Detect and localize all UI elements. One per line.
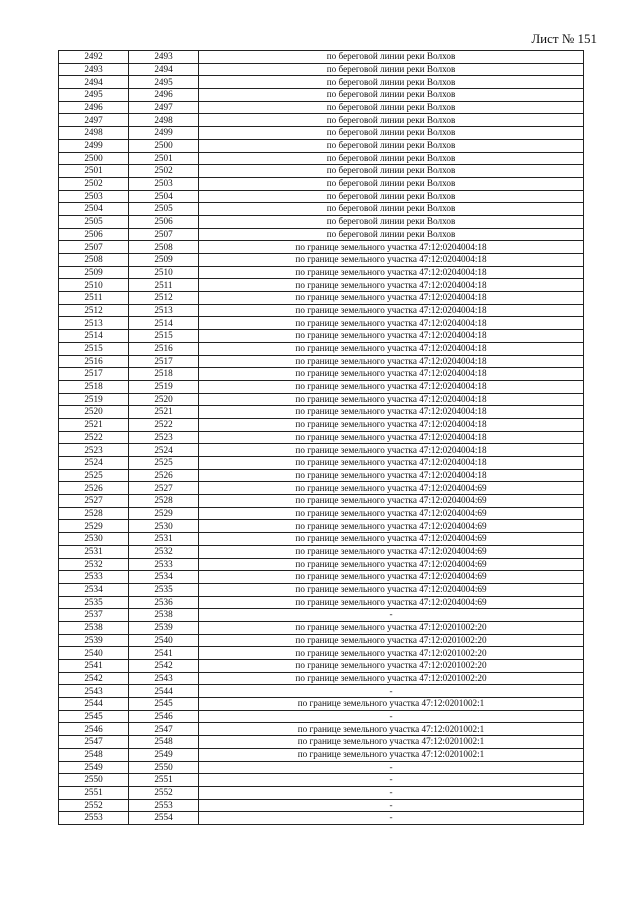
table-row xyxy=(59,583,584,596)
boundary-description-cell: по береговой линии реки Волхов xyxy=(199,63,584,76)
to-point-cell: 2505 xyxy=(129,203,199,216)
to-point-cell: 2531 xyxy=(129,533,199,546)
to-point-cell: 2534 xyxy=(129,571,199,584)
from-point-cell: 2534 xyxy=(59,583,129,596)
table-row xyxy=(59,76,584,89)
boundary-description-cell: - xyxy=(199,774,584,787)
from-point-cell: 2528 xyxy=(59,507,129,520)
table-row xyxy=(59,254,584,267)
boundary-description-cell: по границе земельного участка 47:12:0204004:18 xyxy=(199,254,584,267)
table-row xyxy=(59,152,584,165)
table-row xyxy=(59,736,584,749)
boundary-description-cell: по границе земельного участка 47:12:0204004:18 xyxy=(199,444,584,457)
to-point-cell: 2544 xyxy=(129,685,199,698)
boundary-description-cell: по границе земельного участка 47:12:0204004:18 xyxy=(199,304,584,317)
to-point-cell: 2513 xyxy=(129,304,199,317)
to-point-cell: 2536 xyxy=(129,596,199,609)
from-point-cell: 2544 xyxy=(59,698,129,711)
to-point-cell: 2496 xyxy=(129,89,199,102)
boundary-description-cell: по границе земельного участка 47:12:0204004:69 xyxy=(199,571,584,584)
boundary-description-cell: по границе земельного участка 47:12:0204004:18 xyxy=(199,342,584,355)
table-row xyxy=(59,799,584,812)
to-point-cell: 2552 xyxy=(129,786,199,799)
to-point-cell: 2502 xyxy=(129,165,199,178)
boundary-description-cell: по границе земельного участка 47:12:0204004:69 xyxy=(199,520,584,533)
from-point-cell: 2543 xyxy=(59,685,129,698)
to-point-cell: 2518 xyxy=(129,368,199,381)
boundary-description-cell: - xyxy=(199,761,584,774)
table-row xyxy=(59,431,584,444)
to-point-cell: 2540 xyxy=(129,634,199,647)
table-row xyxy=(59,190,584,203)
table-row xyxy=(59,698,584,711)
table-row xyxy=(59,761,584,774)
boundary-description-cell: по границе земельного участка 47:12:0204004:18 xyxy=(199,431,584,444)
to-point-cell: 2527 xyxy=(129,482,199,495)
boundary-description-cell: по границе земельного участка 47:12:0204004:18 xyxy=(199,457,584,470)
boundary-description-cell: по береговой линии реки Волхов xyxy=(199,139,584,152)
from-point-cell: 2508 xyxy=(59,254,129,267)
to-point-cell: 2551 xyxy=(129,774,199,787)
boundary-description-cell: по береговой линии реки Волхов xyxy=(199,228,584,241)
from-point-cell: 2525 xyxy=(59,469,129,482)
table-row xyxy=(59,165,584,178)
to-point-cell: 2548 xyxy=(129,736,199,749)
boundary-description-cell: по границе земельного участка 47:12:0201002:1 xyxy=(199,736,584,749)
to-point-cell: 2516 xyxy=(129,342,199,355)
table-row xyxy=(59,723,584,736)
table-row xyxy=(59,634,584,647)
to-point-cell: 2529 xyxy=(129,507,199,520)
boundary-description-cell: по береговой линии реки Волхов xyxy=(199,89,584,102)
table-row xyxy=(59,292,584,305)
table-row xyxy=(59,710,584,723)
from-point-cell: 2520 xyxy=(59,406,129,419)
table-row xyxy=(59,609,584,622)
boundary-description-cell: по береговой линии реки Волхов xyxy=(199,152,584,165)
from-point-cell: 2545 xyxy=(59,710,129,723)
to-point-cell: 2520 xyxy=(129,393,199,406)
boundary-description-cell: - xyxy=(199,609,584,622)
to-point-cell: 2524 xyxy=(129,444,199,457)
table-row xyxy=(59,621,584,634)
from-point-cell: 2533 xyxy=(59,571,129,584)
boundary-description-table xyxy=(58,50,584,825)
to-point-cell: 2503 xyxy=(129,177,199,190)
boundary-description-cell: по береговой линии реки Волхов xyxy=(199,203,584,216)
to-point-cell: 2497 xyxy=(129,101,199,114)
from-point-cell: 2517 xyxy=(59,368,129,381)
boundary-description-cell: по границе земельного участка 47:12:0204004:69 xyxy=(199,507,584,520)
from-point-cell: 2497 xyxy=(59,114,129,127)
from-point-cell: 2521 xyxy=(59,418,129,431)
from-point-cell: 2512 xyxy=(59,304,129,317)
to-point-cell: 2507 xyxy=(129,228,199,241)
from-point-cell: 2493 xyxy=(59,63,129,76)
table-row xyxy=(59,317,584,330)
sheet-number-label: Лист № 151 xyxy=(531,31,597,46)
from-point-cell: 2515 xyxy=(59,342,129,355)
to-point-cell: 2515 xyxy=(129,330,199,343)
from-point-cell: 2550 xyxy=(59,774,129,787)
table-row xyxy=(59,304,584,317)
boundary-description-cell: по границе земельного участка 47:12:0204004:18 xyxy=(199,469,584,482)
table-row xyxy=(59,215,584,228)
to-point-cell: 2530 xyxy=(129,520,199,533)
from-point-cell: 2495 xyxy=(59,89,129,102)
from-point-cell: 2553 xyxy=(59,812,129,825)
from-point-cell: 2506 xyxy=(59,228,129,241)
boundary-description-cell: по береговой линии реки Волхов xyxy=(199,165,584,178)
boundary-description-cell: по границе земельного участка 47:12:0204004:18 xyxy=(199,380,584,393)
from-point-cell: 2524 xyxy=(59,457,129,470)
table-row xyxy=(59,495,584,508)
from-point-cell: 2505 xyxy=(59,215,129,228)
from-point-cell: 2552 xyxy=(59,799,129,812)
from-point-cell: 2523 xyxy=(59,444,129,457)
to-point-cell: 2523 xyxy=(129,431,199,444)
to-point-cell: 2526 xyxy=(129,469,199,482)
from-point-cell: 2549 xyxy=(59,761,129,774)
from-point-cell: 2501 xyxy=(59,165,129,178)
table-row xyxy=(59,127,584,140)
boundary-description-cell: по границе земельного участка 47:12:0204004:69 xyxy=(199,558,584,571)
table-row xyxy=(59,203,584,216)
to-point-cell: 2511 xyxy=(129,279,199,292)
table-row xyxy=(59,266,584,279)
boundary-description-cell: по границе земельного участка 47:12:0201002:20 xyxy=(199,647,584,660)
table-row xyxy=(59,418,584,431)
table-row xyxy=(59,393,584,406)
from-point-cell: 2531 xyxy=(59,545,129,558)
table-row xyxy=(59,672,584,685)
table-row xyxy=(59,380,584,393)
table-row xyxy=(59,812,584,825)
boundary-description-cell: по береговой линии реки Волхов xyxy=(199,51,584,64)
boundary-description-cell: по границе земельного участка 47:12:0201002:20 xyxy=(199,634,584,647)
boundary-description-cell: по границе земельного участка 47:12:0204004:18 xyxy=(199,266,584,279)
boundary-description-cell: по границе земельного участка 47:12:0201002:1 xyxy=(199,723,584,736)
boundary-description-cell: по границе земельного участка 47:12:0204004:18 xyxy=(199,292,584,305)
table-body xyxy=(59,51,584,825)
to-point-cell: 2504 xyxy=(129,190,199,203)
table-row xyxy=(59,520,584,533)
to-point-cell: 2499 xyxy=(129,127,199,140)
boundary-description-cell: по береговой линии реки Волхов xyxy=(199,215,584,228)
to-point-cell: 2538 xyxy=(129,609,199,622)
boundary-description-cell: по границе земельного участка 47:12:0201002:20 xyxy=(199,672,584,685)
table-row xyxy=(59,330,584,343)
to-point-cell: 2494 xyxy=(129,63,199,76)
to-point-cell: 2550 xyxy=(129,761,199,774)
to-point-cell: 2500 xyxy=(129,139,199,152)
table-row xyxy=(59,139,584,152)
from-point-cell: 2542 xyxy=(59,672,129,685)
to-point-cell: 2549 xyxy=(129,748,199,761)
table-row xyxy=(59,482,584,495)
from-point-cell: 2535 xyxy=(59,596,129,609)
boundary-description-cell: по границе земельного участка 47:12:0204004:18 xyxy=(199,368,584,381)
boundary-description-cell: по границе земельного участка 47:12:0204004:18 xyxy=(199,406,584,419)
from-point-cell: 2538 xyxy=(59,621,129,634)
table-row xyxy=(59,368,584,381)
boundary-description-cell: - xyxy=(199,812,584,825)
from-point-cell: 2537 xyxy=(59,609,129,622)
boundary-description-cell: по границе земельного участка 47:12:0204004:18 xyxy=(199,317,584,330)
boundary-description-cell: по границе земельного участка 47:12:0201002:20 xyxy=(199,621,584,634)
to-point-cell: 2547 xyxy=(129,723,199,736)
table-row xyxy=(59,571,584,584)
boundary-description-cell: по береговой линии реки Волхов xyxy=(199,114,584,127)
table-row xyxy=(59,177,584,190)
boundary-description-cell: по границе земельного участка 47:12:0204004:69 xyxy=(199,482,584,495)
from-point-cell: 2548 xyxy=(59,748,129,761)
to-point-cell: 2554 xyxy=(129,812,199,825)
boundary-description-cell: по береговой линии реки Волхов xyxy=(199,127,584,140)
from-point-cell: 2504 xyxy=(59,203,129,216)
from-point-cell: 2502 xyxy=(59,177,129,190)
from-point-cell: 2492 xyxy=(59,51,129,64)
to-point-cell: 2506 xyxy=(129,215,199,228)
table-row xyxy=(59,685,584,698)
from-point-cell: 2507 xyxy=(59,241,129,254)
boundary-description-cell: по границе земельного участка 47:12:0204004:18 xyxy=(199,393,584,406)
table-row xyxy=(59,342,584,355)
to-point-cell: 2533 xyxy=(129,558,199,571)
boundary-description-cell: - xyxy=(199,710,584,723)
boundary-description-cell: - xyxy=(199,799,584,812)
to-point-cell: 2510 xyxy=(129,266,199,279)
boundary-description-cell: по границе земельного участка 47:12:0204004:18 xyxy=(199,241,584,254)
from-point-cell: 2518 xyxy=(59,380,129,393)
from-point-cell: 2516 xyxy=(59,355,129,368)
boundary-description-cell: по границе земельного участка 47:12:0204004:69 xyxy=(199,583,584,596)
from-point-cell: 2510 xyxy=(59,279,129,292)
from-point-cell: 2500 xyxy=(59,152,129,165)
boundary-description-cell: по границе земельного участка 47:12:0204004:69 xyxy=(199,596,584,609)
from-point-cell: 2527 xyxy=(59,495,129,508)
boundary-description-cell: по береговой линии реки Волхов xyxy=(199,76,584,89)
to-point-cell: 2543 xyxy=(129,672,199,685)
from-point-cell: 2539 xyxy=(59,634,129,647)
to-point-cell: 2493 xyxy=(129,51,199,64)
from-point-cell: 2541 xyxy=(59,660,129,673)
table-row xyxy=(59,558,584,571)
boundary-description-cell: по границе земельного участка 47:12:0204004:18 xyxy=(199,418,584,431)
to-point-cell: 2522 xyxy=(129,418,199,431)
table-row xyxy=(59,596,584,609)
from-point-cell: 2511 xyxy=(59,292,129,305)
to-point-cell: 2517 xyxy=(129,355,199,368)
boundary-description-cell: по границе земельного участка 47:12:0201002:20 xyxy=(199,660,584,673)
from-point-cell: 2547 xyxy=(59,736,129,749)
boundary-description-cell: по границе земельного участка 47:12:0201002:1 xyxy=(199,698,584,711)
boundary-description-cell: по границе земельного участка 47:12:0204004:69 xyxy=(199,545,584,558)
from-point-cell: 2513 xyxy=(59,317,129,330)
table-row xyxy=(59,89,584,102)
table-row xyxy=(59,101,584,114)
from-point-cell: 2503 xyxy=(59,190,129,203)
table-row xyxy=(59,241,584,254)
to-point-cell: 2498 xyxy=(129,114,199,127)
table-row xyxy=(59,63,584,76)
table-row xyxy=(59,545,584,558)
table-row xyxy=(59,279,584,292)
to-point-cell: 2525 xyxy=(129,457,199,470)
table-row xyxy=(59,457,584,470)
from-point-cell: 2551 xyxy=(59,786,129,799)
to-point-cell: 2519 xyxy=(129,380,199,393)
table-row xyxy=(59,444,584,457)
boundary-description-cell: по границе земельного участка 47:12:0204004:18 xyxy=(199,279,584,292)
to-point-cell: 2508 xyxy=(129,241,199,254)
boundary-description-cell: по границе земельного участка 47:12:0204004:69 xyxy=(199,495,584,508)
table-row xyxy=(59,786,584,799)
table-row xyxy=(59,355,584,368)
table-row xyxy=(59,114,584,127)
boundary-description-cell: по береговой линии реки Волхов xyxy=(199,101,584,114)
from-point-cell: 2519 xyxy=(59,393,129,406)
to-point-cell: 2532 xyxy=(129,545,199,558)
from-point-cell: 2532 xyxy=(59,558,129,571)
boundary-description-cell: - xyxy=(199,685,584,698)
from-point-cell: 2522 xyxy=(59,431,129,444)
to-point-cell: 2546 xyxy=(129,710,199,723)
boundary-description-cell: по береговой линии реки Волхов xyxy=(199,190,584,203)
table-row xyxy=(59,533,584,546)
to-point-cell: 2541 xyxy=(129,647,199,660)
from-point-cell: 2499 xyxy=(59,139,129,152)
to-point-cell: 2514 xyxy=(129,317,199,330)
boundary-description-cell: по границе земельного участка 47:12:0204004:18 xyxy=(199,355,584,368)
table-row xyxy=(59,748,584,761)
from-point-cell: 2494 xyxy=(59,76,129,89)
to-point-cell: 2528 xyxy=(129,495,199,508)
table-row xyxy=(59,406,584,419)
boundary-description-cell: по границе земельного участка 47:12:0204004:18 xyxy=(199,330,584,343)
from-point-cell: 2546 xyxy=(59,723,129,736)
table-row xyxy=(59,228,584,241)
to-point-cell: 2535 xyxy=(129,583,199,596)
from-point-cell: 2526 xyxy=(59,482,129,495)
table-row xyxy=(59,774,584,787)
to-point-cell: 2509 xyxy=(129,254,199,267)
boundary-description-cell: по границе земельного участка 47:12:0201002:1 xyxy=(199,748,584,761)
from-point-cell: 2496 xyxy=(59,101,129,114)
table-row xyxy=(59,469,584,482)
to-point-cell: 2539 xyxy=(129,621,199,634)
to-point-cell: 2521 xyxy=(129,406,199,419)
to-point-cell: 2512 xyxy=(129,292,199,305)
to-point-cell: 2545 xyxy=(129,698,199,711)
boundary-description-cell: по границе земельного участка 47:12:0204004:69 xyxy=(199,533,584,546)
table-row xyxy=(59,647,584,660)
table-row xyxy=(59,51,584,64)
from-point-cell: 2498 xyxy=(59,127,129,140)
from-point-cell: 2514 xyxy=(59,330,129,343)
from-point-cell: 2540 xyxy=(59,647,129,660)
table-row xyxy=(59,660,584,673)
to-point-cell: 2553 xyxy=(129,799,199,812)
to-point-cell: 2495 xyxy=(129,76,199,89)
from-point-cell: 2530 xyxy=(59,533,129,546)
table-row xyxy=(59,507,584,520)
from-point-cell: 2529 xyxy=(59,520,129,533)
to-point-cell: 2501 xyxy=(129,152,199,165)
to-point-cell: 2542 xyxy=(129,660,199,673)
boundary-description-cell: по береговой линии реки Волхов xyxy=(199,177,584,190)
from-point-cell: 2509 xyxy=(59,266,129,279)
boundary-description-cell: - xyxy=(199,786,584,799)
